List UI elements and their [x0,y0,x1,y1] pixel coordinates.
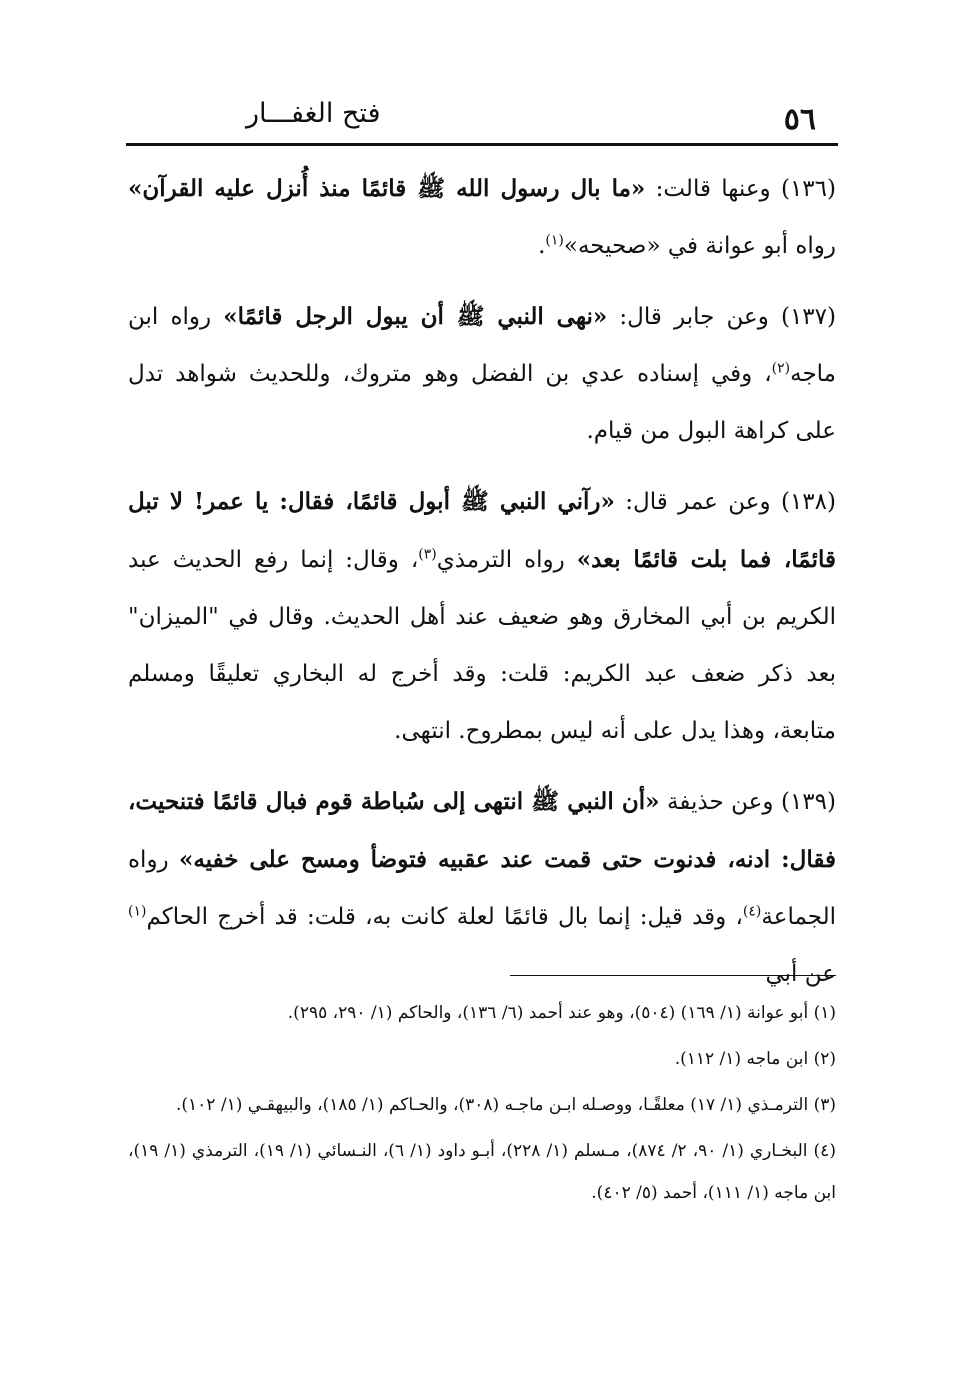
header-rule [126,143,838,146]
footnote-marker: (١) [545,232,564,249]
book-title: فتح الغفـــار [246,98,381,129]
hadith-quote: «نهى النبي ﷺ أن يبول الرجل قائمًا» [223,303,608,330]
paragraph-138 [128,473,836,760]
paragraph-139 [128,773,836,1003]
footnote-2: (٢) ابن ماجه (١/ ١١٢). [674,1049,836,1069]
text-run: رواه الجماعة [128,847,836,930]
text-run: رواه أبو عوانة في «صحيحه» [563,233,836,259]
footnote-marker: (١) [128,903,147,920]
text-run: (١٣٩) وعن حذيفة [659,789,836,815]
hadith-quote: «أن النبي ﷺ انتهى إلى سُباطة قوم فبال قائمًا فتنحيت، فقال: ادنه، فدنوت حتى قمت عند عقبيه فتوضأ ومسح على خفيه» [128,788,836,873]
paragraph-137 [128,288,836,460]
text-run: (١٣٨) وعن عمر قال: [614,489,836,515]
footnotes [128,992,836,1218]
main-text [128,160,836,1016]
text-run: رواه ابن ماجه [128,304,836,387]
text-run: ، وقد قيل: إنما بال قائمًا لعلة كانت به، قلت: قد أخرج الحاكم [146,904,743,930]
text-run: عن أبي [765,961,836,987]
hadith-quote: «رآني النبي ﷺ أبول قائمًا، فقال: يا عمر! لا تبل قائمًا، فما بلت قائمًا بعد» [128,488,837,573]
footnote-4: (٤) البخـاري (١/ ٩٠، ٢/ ٨٧٤)، مـسلم (١/ ٢٢٨)، أبـو داود (١/ ٦)، النـسائي (١/ ١٩)، الترمذي (١/ ١٩)، ابن ماجه (١/ ١١١)، أحمد (٥/ ٤٠٢). [128,1141,836,1203]
hadith-quote: «ما بال رسول الله ﷺ قائمًا منذ أُنزل عليه القرآن» [128,175,646,202]
text-run: رواه الترمذي [436,547,577,573]
footnote-marker: (٤) [742,903,762,920]
text-run: (١٣٦) وعنها قالت: [645,176,836,202]
footnote-marker: (٢) [771,360,791,377]
text-run: ، وقال: إنما رفع الحديث عبد الكريم بن أبي المخارق وهو ضعيف عند أهل الحديث. وقال في "الميزان" بعد ذكر ضعف عبد الكريم: قلت: وقد أخرج له البخاري تعليقًا ومسلم متابعة، وهذا يدل على أنه ليس بمطروح. انتهى. [128,547,836,744]
page-number: ٥٦ [783,102,816,137]
paragraph-136 [128,160,836,275]
footnote-1: (١) أبو عوانة (١/ ١٦٩) (٥٠٤)، وهو عند أحمد (٦/ ١٣٦)، والحاكم (١/ ٢٩٠، ٢٩٥). [287,1003,836,1023]
page-header [126,96,838,142]
text-run: (١٣٧) وعن جابر قال: [607,304,836,330]
footnote-marker: (٣) [418,546,437,563]
text-run: ، وفي إسناده عدي بن الفضل وهو متروك، وللحديث شواهد تدل على كراهة البول من قيام. [128,361,836,444]
text-run: . [538,233,546,259]
footnote-3: (٣) الترمـذي (١/ ١٧) معلقًـا، ووصـله ابـن ماجـه (٣٠٨)، والحـاكم (١/ ١٨٥)، والبيهقـي (١/ ١٠٢). [175,1095,836,1115]
footnote-separator [510,975,836,976]
